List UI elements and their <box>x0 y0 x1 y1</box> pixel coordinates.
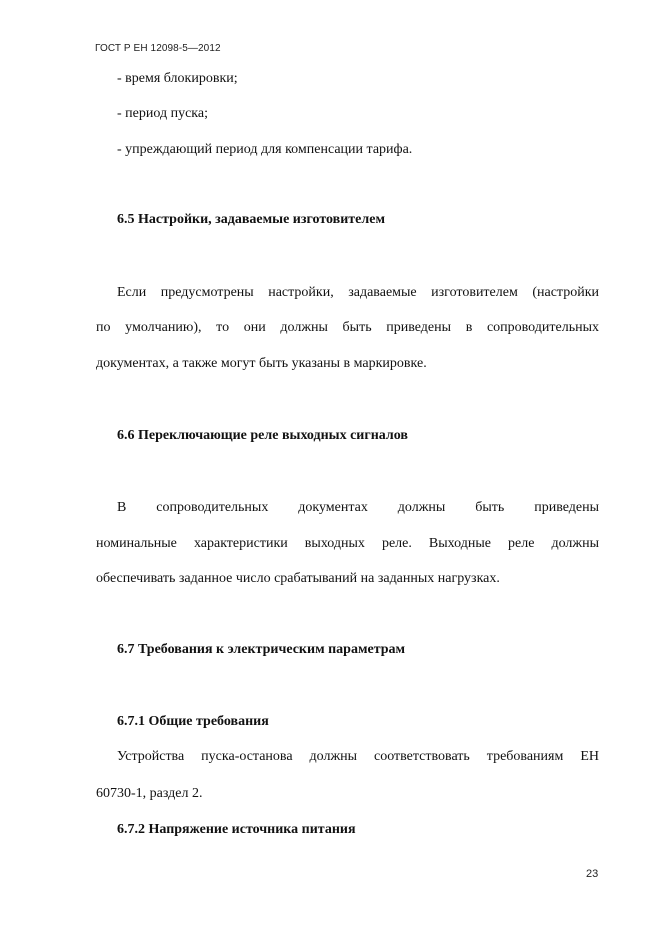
paragraph-line: номинальные характеристики выходных реле. Выходные реле должны <box>96 536 599 551</box>
section-heading-6-7-1: 6.7.1 Общие требования <box>117 714 269 729</box>
section-heading-6-5: 6.5 Настройки, задаваемые изготовителем <box>117 212 385 227</box>
paragraph-line: 60730-1, раздел 2. <box>96 786 203 801</box>
list-item: - упреждающий период для компенсации тарифа. <box>117 142 413 157</box>
paragraph-line: Устройства пуска-останова должны соответствовать требованиям ЕН <box>117 749 599 764</box>
paragraph-line: обеспечивать заданное число срабатываний на заданных нагрузках. <box>96 571 500 586</box>
list-item: - период пуска; <box>117 106 208 121</box>
paragraph-line: документах, а также могут быть указаны в маркировке. <box>96 356 427 371</box>
page-number: 23 <box>586 868 599 880</box>
section-heading-6-6: 6.6 Переключающие реле выходных сигналов <box>117 428 408 443</box>
paragraph-line: В сопроводительных документах должны быть приведены <box>117 500 599 515</box>
document-header: ГОСТ Р ЕН 12098-5—2012 <box>95 43 221 54</box>
section-heading-6-7: 6.7 Требования к электрическим параметрам <box>117 642 406 657</box>
paragraph-line: Если предусмотрены настройки, задаваемые изготовителем (настройки <box>117 285 599 300</box>
paragraph-line: по умолчанию), то они должны быть приведены в сопроводительных <box>96 320 599 335</box>
section-heading-6-7-2: 6.7.2 Напряжение источника питания <box>117 822 356 837</box>
list-item: - время блокировки; <box>117 71 238 86</box>
